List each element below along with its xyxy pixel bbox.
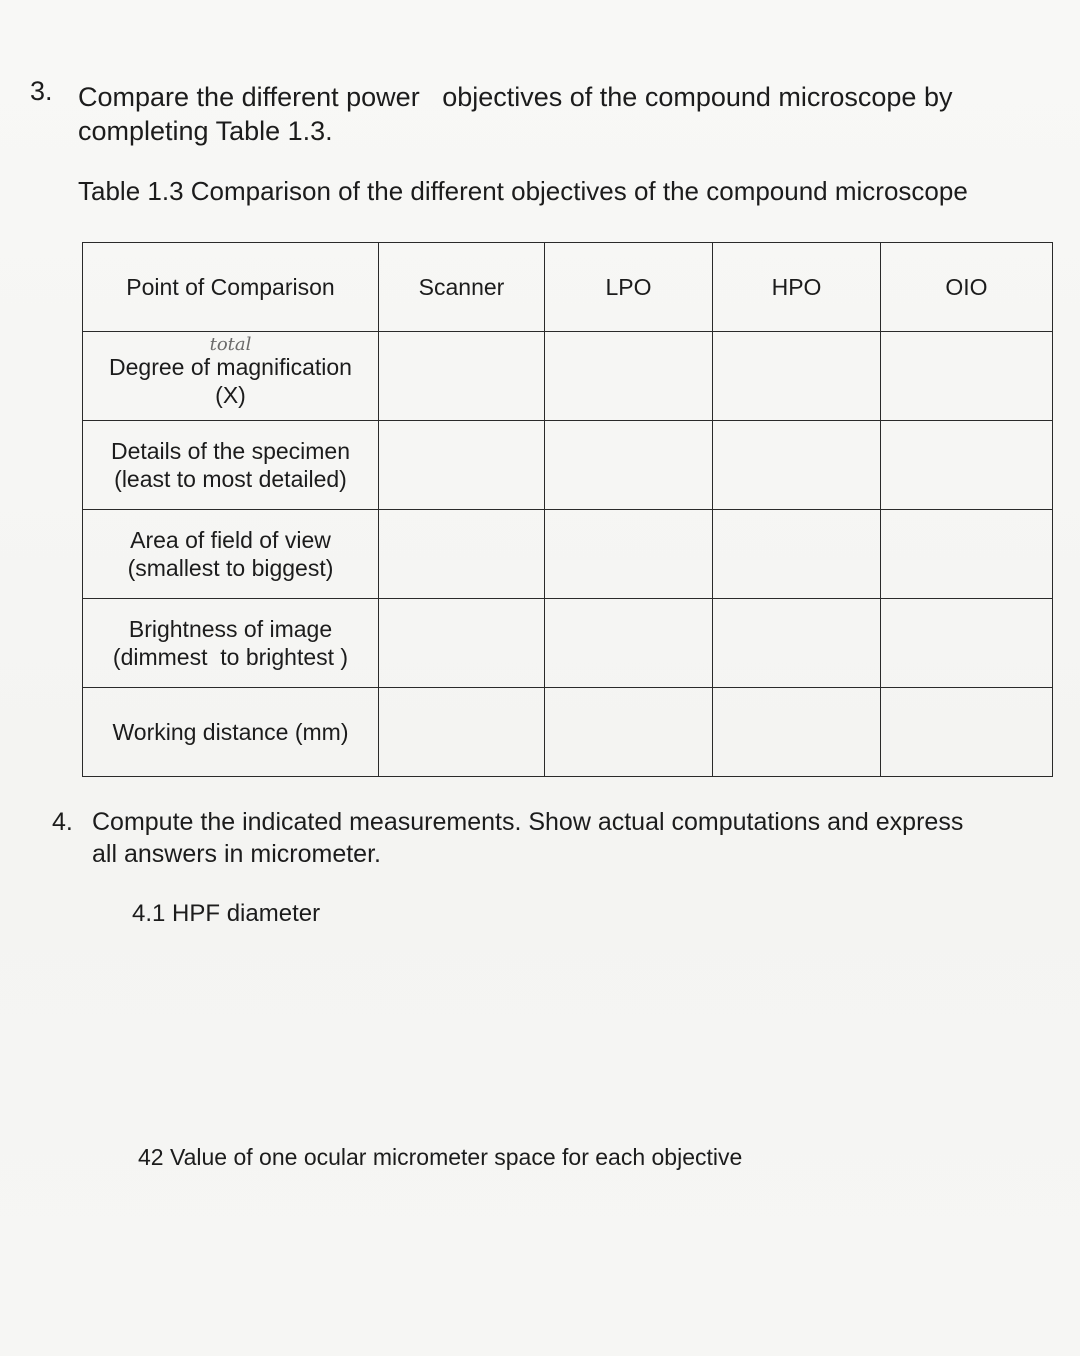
row-label-line1: Brightness of image bbox=[128, 616, 333, 642]
row-label-line2: (dimmest to brightest ) bbox=[112, 644, 349, 670]
cell-scanner-brightness[interactable] bbox=[379, 599, 545, 688]
cell-scanner-magnification[interactable] bbox=[379, 332, 545, 421]
row-label-brightness bbox=[83, 599, 379, 688]
cell-oio-details[interactable] bbox=[881, 421, 1053, 510]
header-point-of-comparison: Point of Comparison bbox=[83, 243, 379, 332]
cell-lpo-details[interactable] bbox=[545, 421, 713, 510]
row-label-magnification bbox=[83, 332, 379, 421]
cell-oio-magnification[interactable] bbox=[881, 332, 1053, 421]
question-3-number: 3. bbox=[30, 76, 53, 106]
cell-oio-field-of-view[interactable] bbox=[881, 510, 1053, 599]
row-label-line2: (least to most detailed) bbox=[114, 466, 347, 492]
question-4-number: 4. bbox=[52, 808, 73, 836]
row-label-line1: Area of field of view bbox=[130, 527, 331, 553]
question-4-text-line2: all answers in micrometer. bbox=[92, 840, 381, 868]
cell-hpo-details[interactable] bbox=[713, 421, 881, 510]
header-lpo: LPO bbox=[545, 243, 713, 332]
row-label-line1: Details of the specimen bbox=[110, 438, 351, 464]
table-row bbox=[83, 421, 1053, 510]
subquestion-4-1: 4.1 HPF diameter bbox=[132, 900, 321, 927]
row-label-line2: (X) bbox=[215, 382, 246, 408]
cell-lpo-magnification[interactable] bbox=[545, 332, 713, 421]
row-label-working-distance bbox=[83, 688, 379, 777]
header-hpo: HPO bbox=[713, 243, 881, 332]
cell-scanner-details[interactable] bbox=[379, 421, 545, 510]
table-row bbox=[83, 332, 1053, 421]
question-3-text-line1: Compare the different power objectives of the compound microscope by bbox=[78, 82, 953, 112]
table-row bbox=[83, 510, 1053, 599]
header-oio: OIO bbox=[881, 243, 1053, 332]
subquestion-4-2: 42 Value of one ocular micrometer space for each objective bbox=[138, 1144, 743, 1170]
cell-hpo-field-of-view[interactable] bbox=[713, 510, 881, 599]
comparison-table bbox=[82, 242, 1053, 777]
row-label-details bbox=[83, 421, 379, 510]
question-4-text-line1: Compute the indicated measurements. Show actual computations and express bbox=[92, 808, 964, 836]
table-row bbox=[83, 599, 1053, 688]
handwritten-note: total bbox=[209, 334, 252, 355]
row-label-line1: Degree of magnification bbox=[109, 354, 352, 380]
table-header-row bbox=[83, 243, 1053, 332]
table-row bbox=[83, 688, 1053, 777]
cell-oio-brightness[interactable] bbox=[881, 599, 1053, 688]
cell-oio-working-distance[interactable] bbox=[881, 688, 1053, 777]
cell-hpo-working-distance[interactable] bbox=[713, 688, 881, 777]
cell-lpo-brightness[interactable] bbox=[545, 599, 713, 688]
table-caption: Table 1.3 Comparison of the different objectives of the compound microscope bbox=[78, 176, 968, 206]
cell-hpo-brightness[interactable] bbox=[713, 599, 881, 688]
header-scanner: Scanner bbox=[379, 243, 545, 332]
cell-scanner-working-distance[interactable] bbox=[379, 688, 545, 777]
cell-hpo-magnification[interactable] bbox=[713, 332, 881, 421]
row-label-field-of-view bbox=[83, 510, 379, 599]
row-label-line2: (smallest to biggest) bbox=[127, 555, 334, 581]
question-3-text-line2: completing Table 1.3. bbox=[78, 116, 333, 146]
cell-scanner-field-of-view[interactable] bbox=[379, 510, 545, 599]
cell-lpo-field-of-view[interactable] bbox=[545, 510, 713, 599]
row-label-line1: Working distance (mm) bbox=[112, 719, 349, 745]
cell-lpo-working-distance[interactable] bbox=[545, 688, 713, 777]
